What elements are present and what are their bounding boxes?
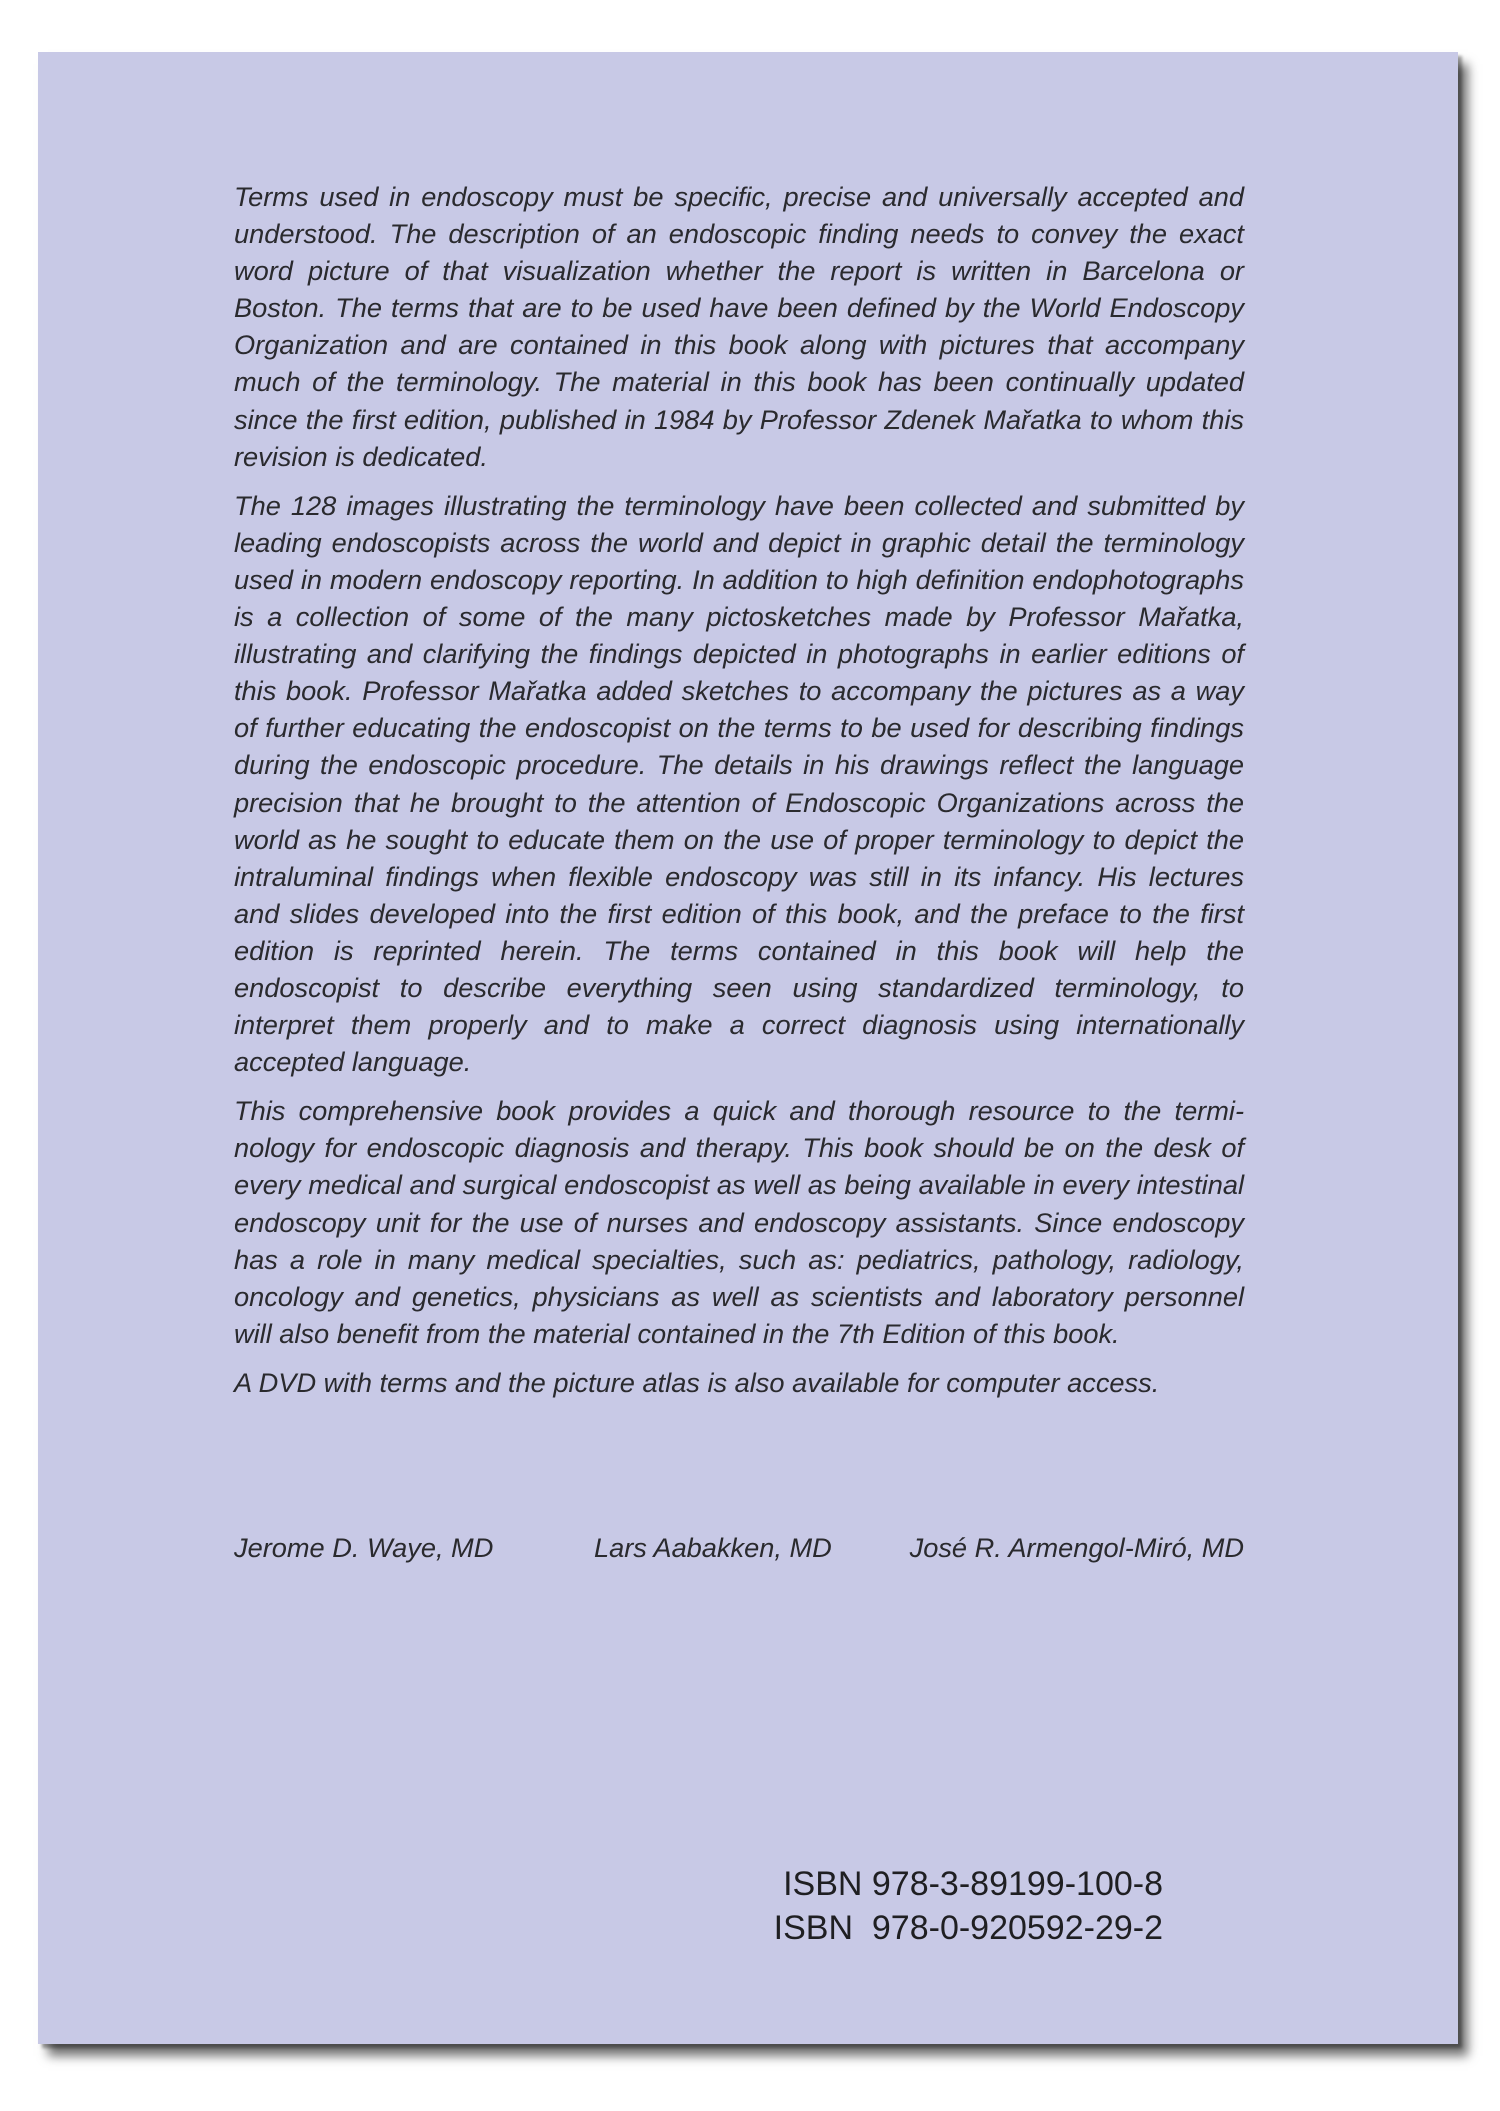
description-text [234, 178, 1244, 1413]
author-name: Jerome D. Waye, MD [234, 1532, 494, 1563]
description-paragraph: The 128 images illustrating the terminology have been collected and submitted by leading endoscopists across the world and depict in graphic detail the terminology used in modern endoscopy reporting. In addition to high definition endophotographs is a collection of some of the many pictosketches made by Professor Mařatka, illustrating and clarifying the findings depicted in photographs in earlier editions of this book. Professor Mařatka added sketches to accompany the pictures as a way of further educating the endoscopist on the terms to be used for describing findings during the endoscopic procedure. The details in his drawings reflect the language precision that he brought to the attention of Endoscopic Organizations across the world as he sought to educate them on the use of proper terminology to depict the intraluminal findings when flexible endoscopy was still in its infancy. His lectures and slides developed into the first edition of this book, and the preface to the first edition is reprinted herein. The terms contained in this book will help the endoscopist to describe everything seen using standardized terminology, to interpret them properly and to make a correct diagnosis using internationally accepted language. [234, 489, 1244, 1078]
dvd-note: A DVD with terms and the picture atlas is also available for computer access. [234, 1366, 1160, 1398]
author-name: Lars Aabakken, MD [594, 1532, 832, 1563]
isbn-number: ISBN 978-3-89199-100-8 [783, 1865, 1163, 1903]
description-paragraph: This comprehensive book provides a quick and thorough resource to the terminology for endoscopic diagnosis and therapy. This book should be on the desk of every medical and surgical endoscopist as well as being available in every intestinal endoscopy unit for the use of nurses and endoscopy assistants. Since endoscopy has a role in many medical specialties, such as: pediatrics, pathology, radiology, oncology and genetics, physicians as well as scientists and laboratory personnel will also benefit from the material contained in the 7th Edition of this book. [234, 1095, 1244, 1349]
isbn-number: ISBN 978-0-920592-29-2 [773, 1909, 1163, 1947]
authors-row [234, 1529, 1244, 1569]
back-cover [38, 52, 1458, 2044]
description-paragraph: Terms used in endoscopy must be specific, precise and universally accepted and understood. The description of an endoscopic finding needs to convey the exact word picture of that visualization whether the report is written in Barcelona or Boston. The terms that are to be used have been defined by the World Endoscopy Organization and are contained in this book along with pictures that accompany much of the terminology. The material in this book has been continually updated since the first edition, published in 1984 by Professor Zdenek Mařatka to whom this revision is dedicated. [234, 181, 1244, 472]
isbn-block [774, 1862, 1163, 1950]
author-name: José R. Armengol-Miró, MD [909, 1532, 1244, 1563]
